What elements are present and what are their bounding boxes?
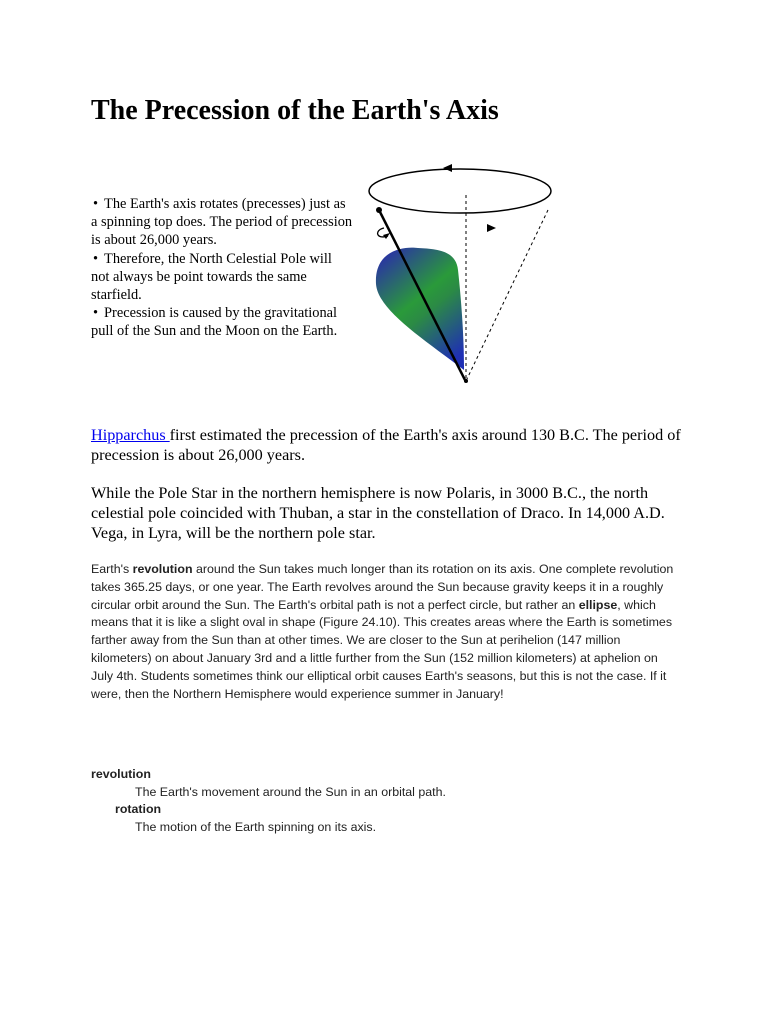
bullet-icon: • xyxy=(93,196,99,212)
bullet-item xyxy=(91,195,353,250)
hipparchus-text: first estimated the precession of the Earth's axis around 130 B.C. The period of precession is about 26,000 years. xyxy=(91,426,681,464)
spin-arrowhead-icon xyxy=(383,233,390,239)
ellipse-arrow-icon xyxy=(487,224,496,232)
glossary-definition: The Earth's movement around the Sun in an orbital path. xyxy=(135,784,446,799)
revolution-paragraph xyxy=(91,561,681,703)
page-title: The Precession of the Earth's Axis xyxy=(91,95,499,126)
bullet-icon: • xyxy=(93,305,99,322)
bullet-text: Therefore, the North Celestial Pole will not always be point towards the same starfield. xyxy=(91,250,332,304)
axis-pole-icon xyxy=(376,207,382,213)
bullet-item xyxy=(91,250,353,305)
ellipse-arrow-icon xyxy=(443,164,452,172)
bullet-icon: • xyxy=(93,250,99,267)
hipparchus-link[interactable]: Hipparchus xyxy=(91,426,170,444)
bullet-list xyxy=(91,195,353,341)
cone-apex-icon xyxy=(464,379,468,383)
bullet-item xyxy=(91,304,353,340)
glossary-list xyxy=(91,766,691,836)
precession-ellipse xyxy=(369,169,551,213)
hipparchus-paragraph xyxy=(91,425,691,465)
cone-side-line xyxy=(466,210,548,381)
bold-term-ellipse: ellipse xyxy=(578,597,618,612)
glossary-term: rotation xyxy=(115,802,162,816)
glossary-definition: The motion of the Earth spinning on its axis. xyxy=(135,819,377,834)
text-span: Earth's xyxy=(91,562,133,576)
text-span: , which means that it is like a slight oval in shape (Figure 24.10). This creates areas where the Earth is sometimes farther away from the Sun than at other times. We are closer to the Sun at perihelion (147 million kilometers) on about January 3rd and a little further from the Sun (152 million kilometers) at aphelion on July 4th. Students sometimes think our elliptical orbit causes Earth's seasons, but this is not the case. If it were, then the Northern Hemisphere would experience summer in January! xyxy=(91,597,673,701)
glossary-term: revolution xyxy=(91,767,151,781)
pole-star-paragraph: While the Pole Star in the northern hemisphere is now Polaris, in 3000 B.C., the north celestial pole coincided with Thuban, a star in the constellation of Draco. In 14,000 A.D. Vega, in Lyra, will be the northern pole star. xyxy=(91,484,665,542)
bold-term-revolution: revolution xyxy=(132,562,193,576)
precession-cone-diagram xyxy=(360,160,560,390)
bullet-text: Precession is caused by the gravitational pull of the Sun and the Moon on the Earth. xyxy=(91,305,338,340)
bullet-text: The Earth's axis rotates (precesses) just as a spinning top does. The period of precession is about 26,000 years. xyxy=(91,196,353,249)
text-span: around the Sun takes much longer than its rotation on its axis. One complete revolution takes 365.25 days, or one year. The Earth revolves around the Sun because gravity keeps it in a roughly circular orbit around the Sun. The Earth's orbital path is not a perfect circle, but rather an xyxy=(91,562,674,612)
